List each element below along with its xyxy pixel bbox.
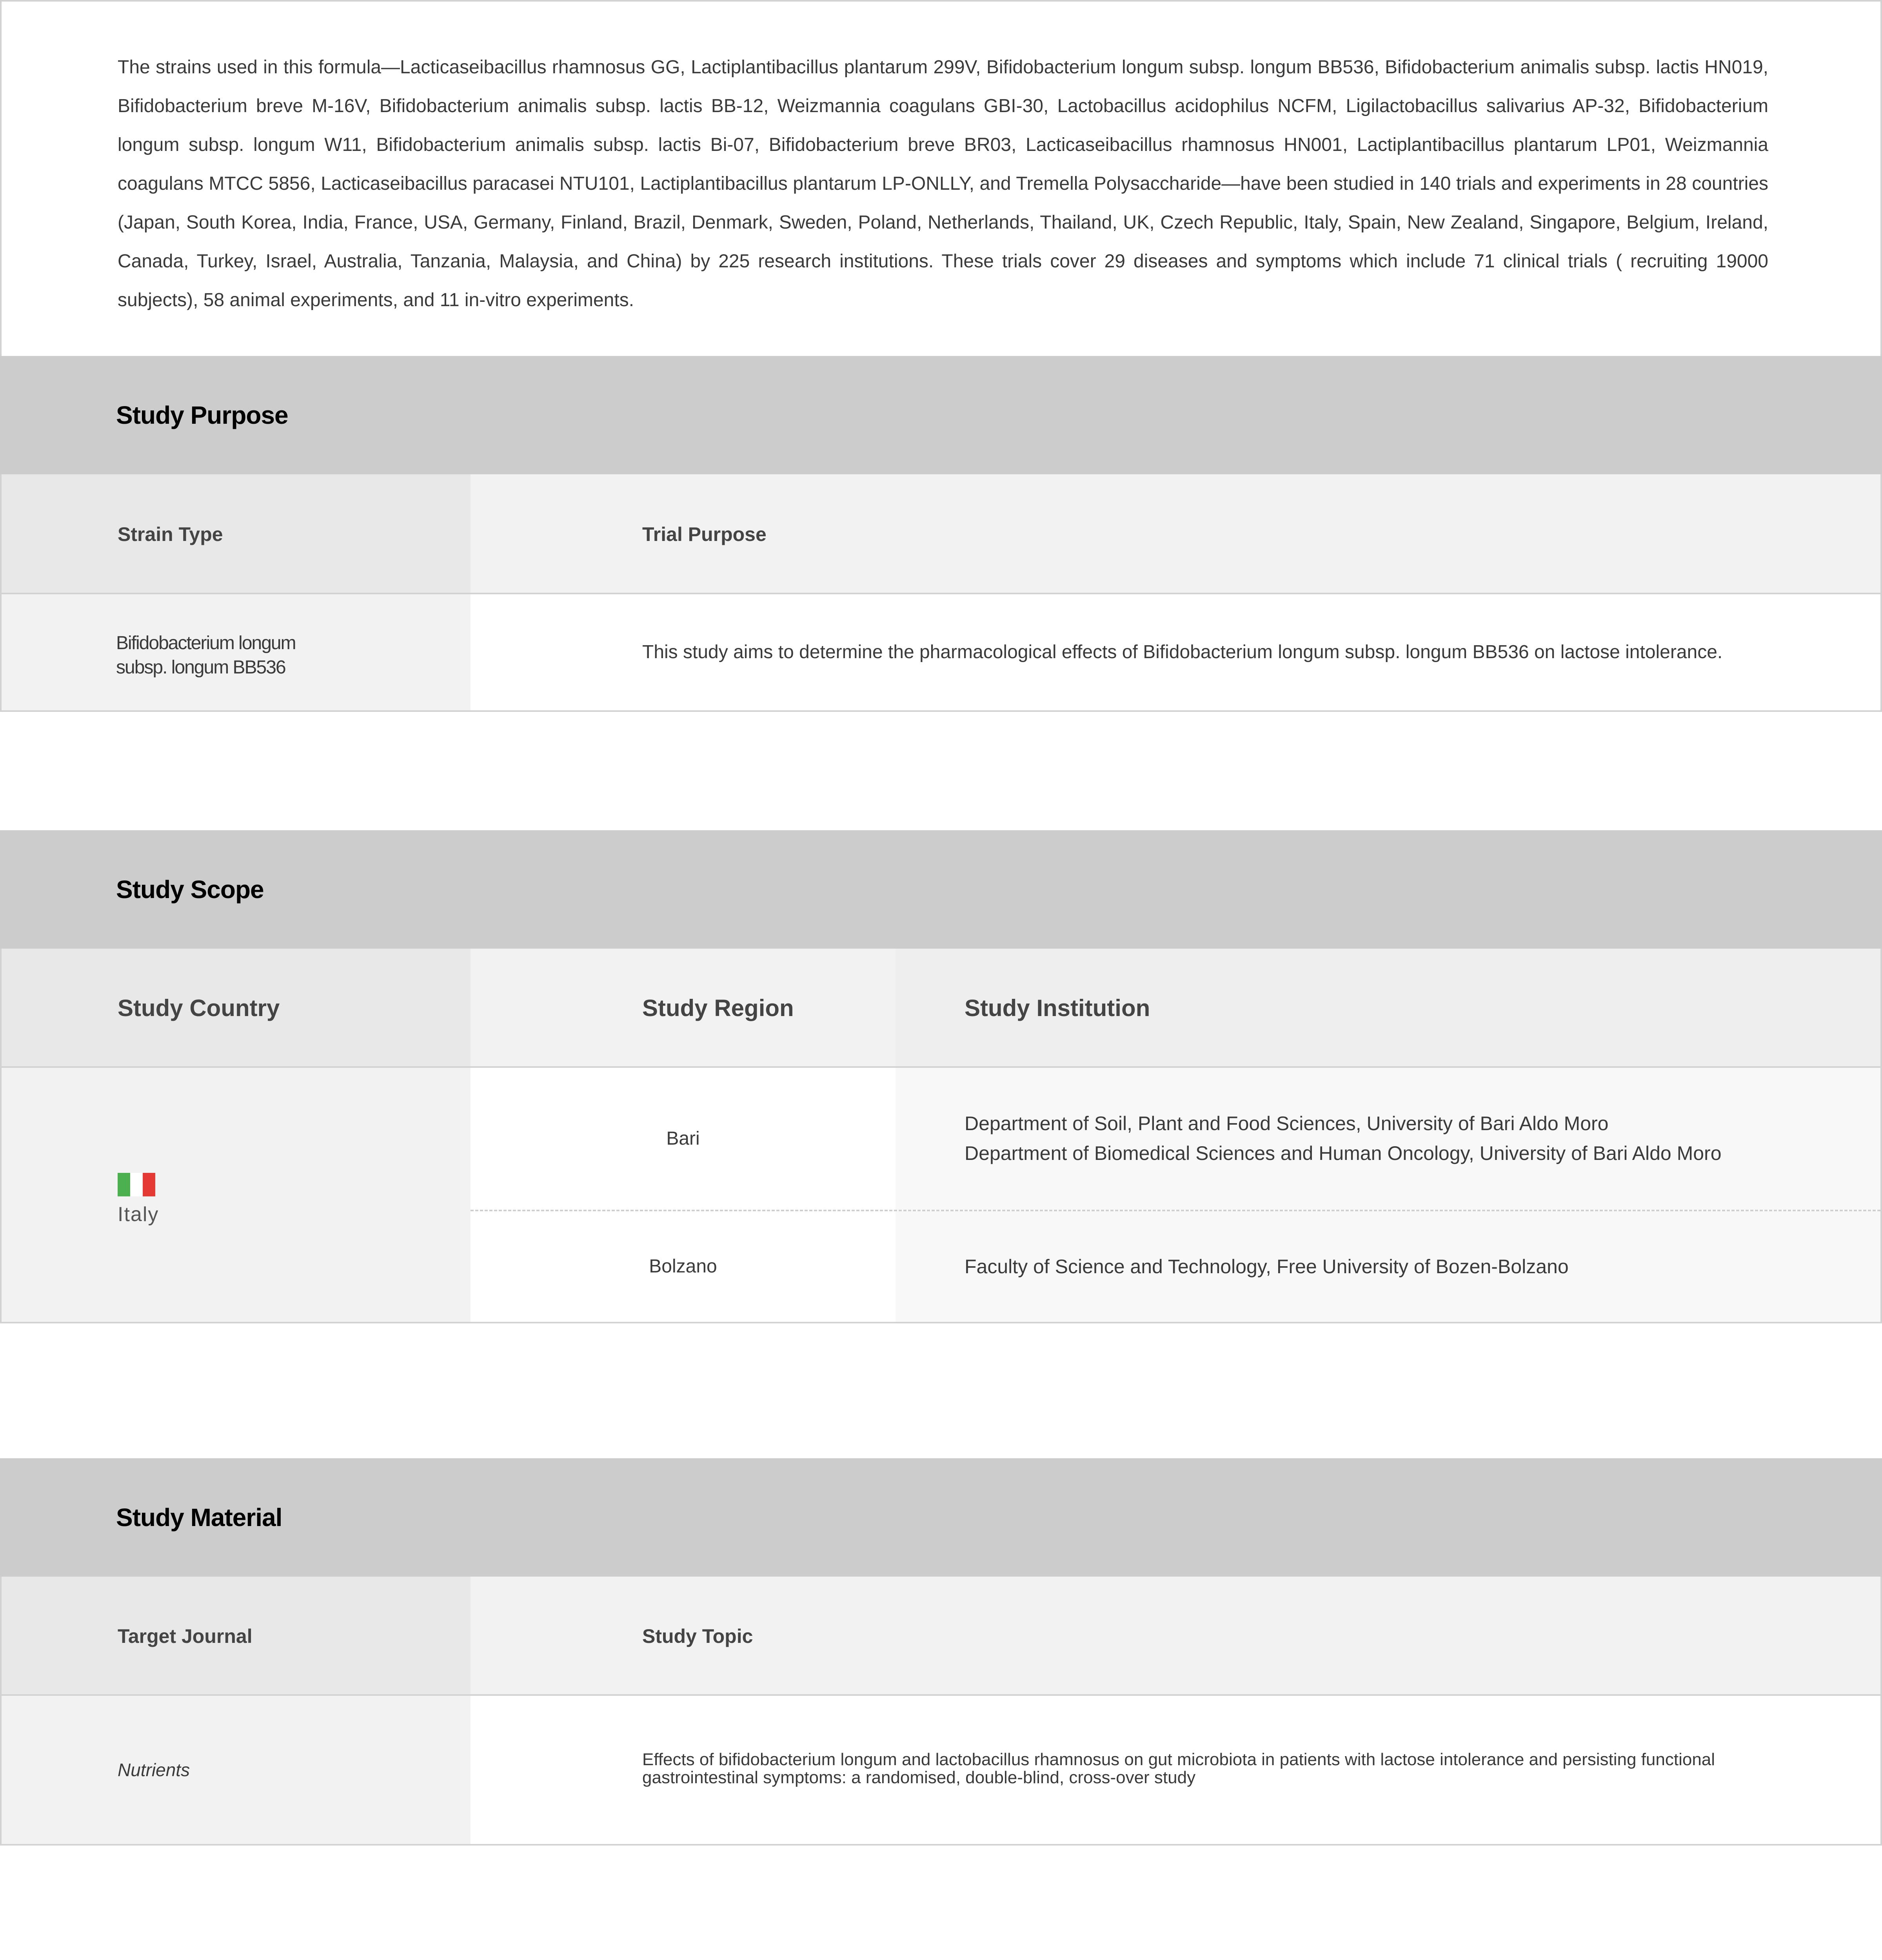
study-topic-line-2: gastrointestinal symptoms: a randomised, double-blind, cross-over study [642, 1768, 1196, 1787]
study-material-title: Study Material [116, 1503, 282, 1532]
trial-purpose-text: This study aims to determine the pharmacological effects of Bifidobacterium longum subsp. longum BB536 on lactose intolerance. [642, 642, 1723, 662]
region-cell-2 [470, 1211, 896, 1322]
italy-flag-icon [118, 1173, 155, 1196]
strain-type-value [116, 631, 296, 680]
study-scope-body [0, 1066, 1882, 1323]
study-purpose-title: Study Purpose [116, 401, 288, 429]
flag-stripe-green [118, 1173, 130, 1196]
study-topic-header-cell [470, 1577, 1882, 1696]
study-country-header-cell [0, 949, 470, 1068]
strain-type-line-1: Bifidobacterium longum [116, 633, 296, 653]
intro-panel [0, 0, 1882, 356]
region-value-2: Bolzano [649, 1256, 717, 1277]
study-country-value: Italy [118, 1203, 159, 1226]
study-country-cell [2, 1068, 470, 1322]
study-material-header [0, 1458, 1882, 1577]
intro-summary-text: The strains used in this formula—Lacticaseibacillus rhamnosus GG, Lactiplantibacillus plantarum 299V, Bifidobacterium longum subsp. longum BB536, Bifidobacterium animalis subsp. lactis HN019, Bifidobacterium breve M-16V, Bifidobacterium animalis subsp. lactis BB-12, Weizmannia coagulans GBI-30, Lactobacillus acidophilus NCFM, Ligilactobacillus salivarius AP-32, Bifidobacterium longum subsp. longum W11, Bifidobacterium animalis subsp. lactis Bi-07, Bifidobacterium breve BR03, Lacticaseibacillus rhamnosus HN001, Lactiplantibacillus plantarum LP01, Weizmannia coagulans MTCC 5856, Lacticaseibacillus paracasei NTU101, Lactiplantibacillus plantarum LP-ONLLY, and Tremella Polysaccharide—have been studied in 140 trials and experiments in 28 countries (Japan, South Korea, India, France, USA, Germany, Finland, Brazil, Denmark, Sweden, Poland, Netherlands, Thailand, UK, Czech Republic, Italy, Spain, New Zealand, Singapore, Belgium, Ireland, Canada, Turkey, Israel, Australia, Tanzania, Malaysia, and China) by 225 research institutions. These trials cover 29 diseases and symptoms which include 71 clinical trials ( recruiting 19000 subjects), 58 animal experiments, and 11 in-vitro experiments. [118, 57, 1768, 310]
trial-purpose-header: Trial Purpose [642, 523, 767, 545]
study-purpose-row [0, 593, 1882, 712]
flag-stripe-white [130, 1173, 143, 1196]
strain-type-cell [2, 594, 470, 710]
target-journal-header: Target Journal [118, 1625, 253, 1647]
institution-list-1 [965, 1109, 1722, 1168]
target-journal-value: Nutrients [118, 1760, 190, 1780]
study-material-column-headers [0, 1577, 1882, 1696]
target-journal-cell [2, 1696, 470, 1844]
trial-purpose-cell [470, 594, 1880, 710]
trial-purpose-header-cell [470, 474, 1882, 594]
study-region-header: Study Region [642, 995, 794, 1021]
institution-item: Faculty of Science and Technology, Free University of Bozen-Bolzano [965, 1256, 1569, 1278]
study-purpose-header [0, 356, 1882, 474]
institution-item: Department of Soil, Plant and Food Sciences, University of Bari Aldo Moro [965, 1112, 1609, 1134]
study-purpose-column-headers [0, 474, 1882, 594]
study-region-header-cell [470, 949, 896, 1068]
study-material-row [0, 1694, 1882, 1846]
study-scope-title: Study Scope [116, 875, 264, 904]
institution-item: Department of Biomedical Sciences and Human Oncology, University of Bari Aldo Moro [965, 1142, 1722, 1164]
study-country-header: Study Country [118, 995, 280, 1021]
strain-type-line-2: subsp. longum BB536 [116, 657, 285, 678]
study-topic-value [642, 1751, 1715, 1787]
study-scope-column-headers [0, 949, 1882, 1068]
region-value-1: Bari [666, 1128, 700, 1149]
study-institution-header: Study Institution [965, 995, 1150, 1021]
strain-type-header-cell [0, 474, 470, 594]
flag-stripe-red [143, 1173, 155, 1196]
institution-cell-2 [896, 1211, 1880, 1322]
study-scope-header [0, 830, 1882, 949]
study-topic-header: Study Topic [642, 1625, 753, 1647]
region-cell-1 [470, 1068, 896, 1210]
target-journal-header-cell [0, 1577, 470, 1696]
strain-type-header: Strain Type [118, 523, 223, 545]
study-institution-header-cell [896, 949, 1882, 1068]
study-topic-cell [470, 1696, 1880, 1844]
study-topic-line-1: Effects of bifidobacterium longum and lactobacillus rhamnosus on gut microbiota in patients with lactose intolerance and persisting functional [642, 1750, 1715, 1769]
institution-cell-1 [896, 1068, 1880, 1210]
